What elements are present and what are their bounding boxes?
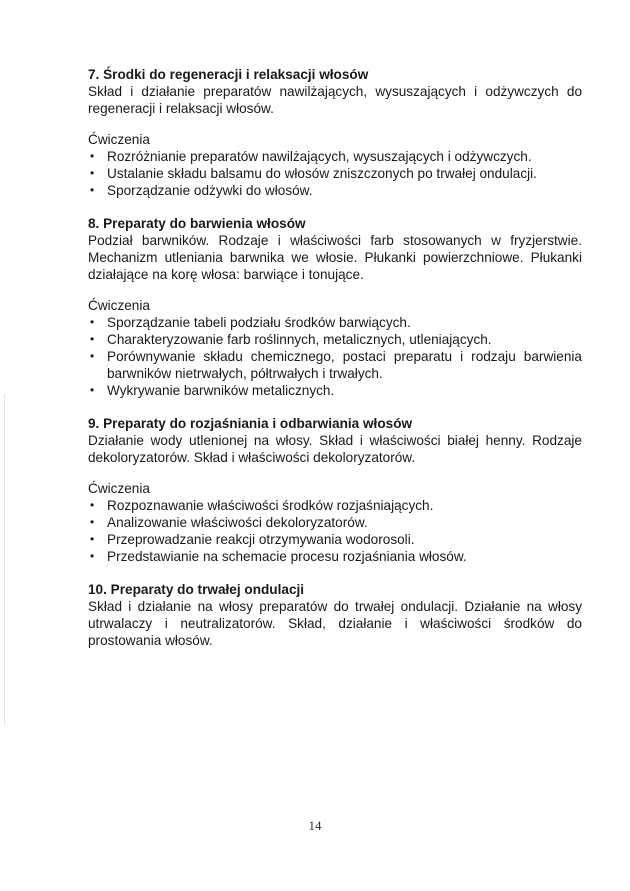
exercises-list (88, 314, 582, 399)
section-7 (88, 66, 582, 199)
scan-margin-artifact (4, 395, 6, 725)
list-item: • Sporządzanie tabeli podziału środków barwiących. (90, 315, 411, 330)
section-heading: 8. Preparaty do barwienia włosów (88, 216, 306, 231)
section-description: Podział barwników. Rodzaje i właściwości farb stosowanych w fryzjerstwie. Mechanizm utleniania barwnika we włosie. Płukanki powierzchniowe. Płukanki działające na korę włosa: barwiące i tonujące. (88, 233, 582, 282)
section-9 (88, 415, 582, 565)
list-item: • Sporządzanie odżywki do włosów. (90, 183, 313, 198)
bullet-icon: • (90, 549, 95, 563)
exercises-title: Ćwiczenia (88, 298, 150, 313)
bullet-icon: • (90, 315, 95, 329)
list-item: • Rozpoznawanie właściwości środków rozjaśniających. (90, 498, 434, 513)
exercises-list (88, 497, 582, 565)
section-heading: 9. Preparaty do rozjaśniania i odbarwiania włosów (88, 416, 413, 431)
bullet-icon: • (90, 349, 95, 363)
list-item: • Analizowanie właściwości dekoloryzatorów. (90, 515, 368, 530)
bullet-icon: • (90, 183, 95, 197)
bullet-icon: • (90, 498, 95, 512)
list-item: • Przeprowadzanie reakcji otrzymywania wodorosoli. (90, 532, 415, 547)
document-body (88, 66, 582, 665)
list-item: • Rozróżnianie preparatów nawilżających, wysuszających i odżywczych. (90, 149, 532, 164)
list-item: • Ustalanie składu balsamu do włosów zniszczonych po trwałej ondulacji. (90, 166, 537, 181)
list-item: • Charakteryzowanie farb roślinnych, metalicznych, utleniających. (90, 332, 492, 347)
exercises-title: Ćwiczenia (88, 132, 150, 147)
section-10 (88, 581, 582, 649)
bullet-icon: • (90, 532, 95, 546)
list-item: • Przedstawianie na schemacie procesu rozjaśniania włosów. (90, 549, 467, 564)
bullet-icon: • (90, 166, 95, 180)
exercises-title: Ćwiczenia (88, 481, 150, 496)
list-item: • Porównywanie składu chemicznego, postaci preparatu i rodzaju barwienia barwników nietrwałych, półtrwałych i trwałych. (90, 349, 582, 381)
page-number: 14 (308, 818, 322, 833)
section-heading: 7. Środki do regeneracji i relaksacji włosów (88, 67, 369, 82)
section-8 (88, 215, 582, 399)
bullet-icon: • (90, 515, 95, 529)
exercises-list (88, 148, 582, 199)
section-description: Skład i działanie na włosy preparatów do trwałej ondulacji. Działanie na włosy utrwalaczy i neutralizatorów. Skład, działanie i właściwości środków do prostowania włosów. (88, 599, 582, 648)
bullet-icon: • (90, 383, 95, 397)
section-description: Skład i działanie preparatów nawilżających, wysuszających i odżywczych do regeneracji i relaksacji włosów. (88, 84, 582, 116)
bullet-icon: • (90, 332, 95, 346)
section-heading: 10. Preparaty do trwałej ondulacji (88, 582, 305, 597)
section-description: Działanie wody utlenionej na włosy. Skład i właściwości białej henny. Rodzaje dekoloryzatorów. Skład i właściwości dekoloryzatorów. (88, 433, 582, 465)
bullet-icon: • (90, 149, 95, 163)
list-item: • Wykrywanie barwników metalicznych. (90, 383, 335, 398)
